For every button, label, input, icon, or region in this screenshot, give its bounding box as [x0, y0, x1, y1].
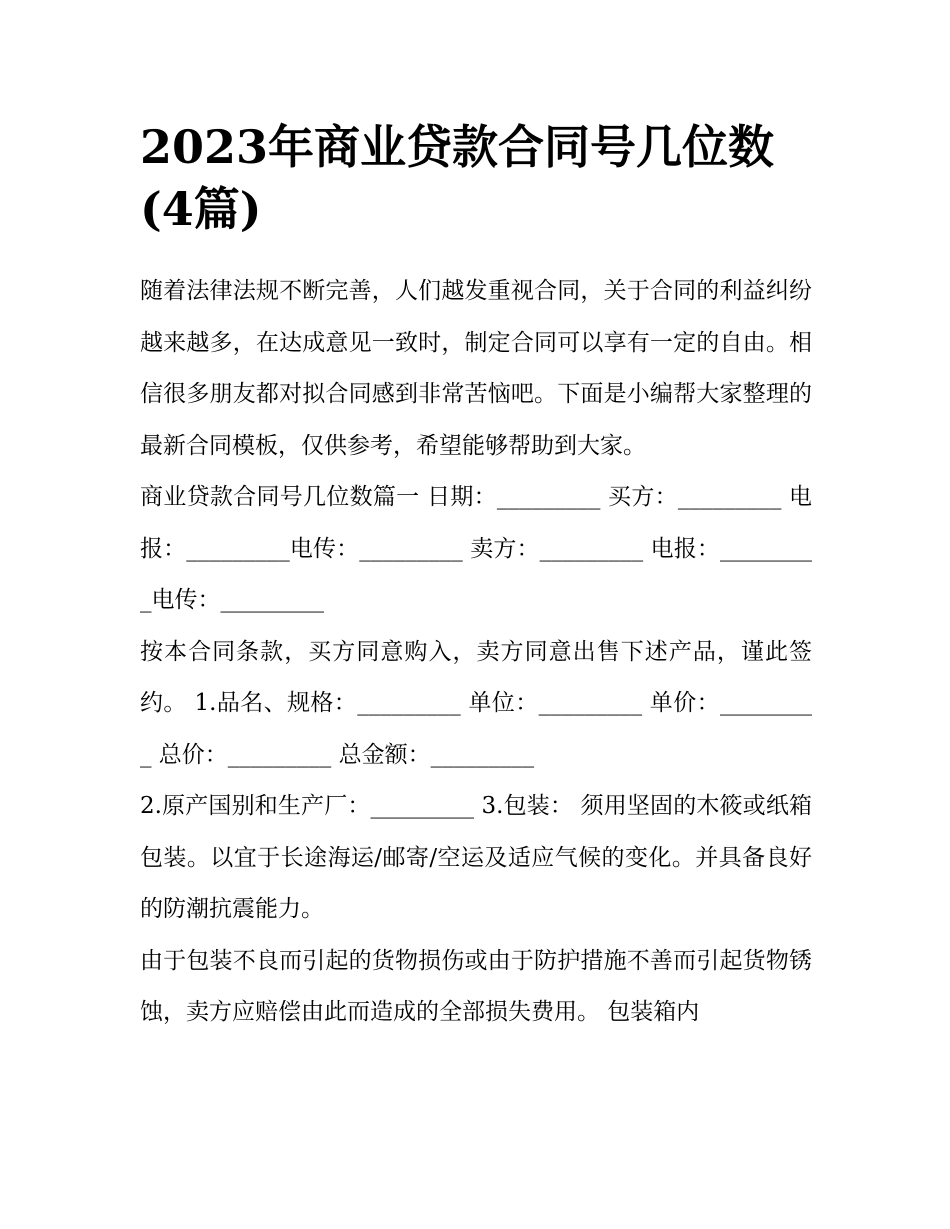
contract-header-paragraph: 商业贷款合同号几位数篇一 日期：_________ 买方：_________ 电报：_________电传：_________ 卖方：_________ 电报：_________电传：_________	[140, 484, 812, 613]
packaging-paragraph: 2.原产国别和生产厂：_________ 3.包装： 须用坚固的木筱或纸箱包装。以宜于长途海运/邮寄/空运及适应气候的变化。并具备良好的防潮抗震能力。	[140, 793, 812, 922]
document-body	[140, 116, 812, 1039]
damage-compensation-paragraph: 由于包装不良而引起的货物损伤或由于防护措施不善而引起货物锈蚀，卖方应赔偿由此而造成的全部损失费用。 包装箱内	[140, 947, 812, 1025]
document-title: 2023年商业贷款合同号几位数(4篇)	[140, 120, 775, 236]
intro-paragraph: 随着法律法规不断完善，人们越发重视合同，关于合同的利益纠纷越来越多，在达成意见一致时，制定合同可以享有一定的自由。相信很多朋友都对拟合同感到非常苦恼吧。下面是小编帮大家整理的最新合同模板，仅供参考，希望能够帮助到大家。	[140, 278, 812, 459]
product-terms-paragraph: 按本合同条款，买方同意购入，卖方同意出售下述产品，谨此签约。 1.品名、规格：_________ 单位：_________ 单价：_________ 总价：_________ 总金额：_________	[140, 638, 812, 768]
